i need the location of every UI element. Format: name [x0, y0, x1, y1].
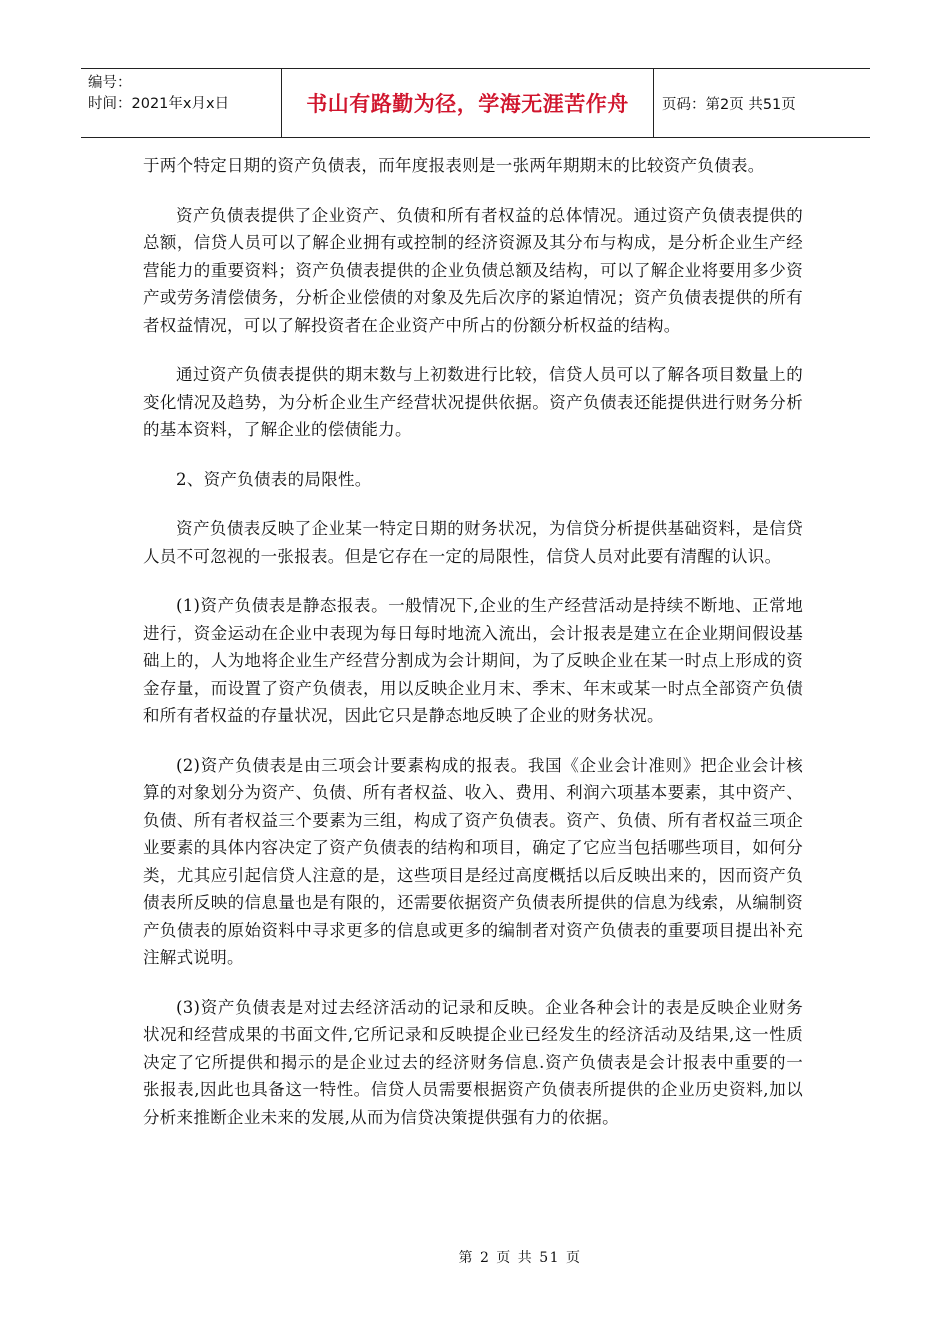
footer-page-number: 第 2 页 共 51 页	[458, 1250, 582, 1266]
document-time-label: 时间：2021年x月x日	[88, 96, 230, 112]
paragraph-balance-sheet-overview: 资产负债表提供了企业资产、负债和所有者权益的总体情况。通过资产负债表提供的总额，信贷人员可以了解企业拥有或控制的经济资源及其分布与构成，是分析企业生产经营能力的重要资料；资产负债表提供的企业负债总额及结构，可以了解企业将要用多少资产或劳务清偿债务，分析企业偿债的对象及先后次序的紧迫情况；资产负债表提供的所有者权益情况，可以了解投资者在企业资产中所占的份额分析权益的结构。	[143, 205, 803, 335]
section-heading-limitations: 2、资产负债表的局限性。	[176, 469, 372, 489]
page-footer	[0, 1247, 950, 1267]
paragraph-limitations-intro: 资产负债表反映了企业某一特定日期的财务状况，为信贷分析提供基础资料，是信贷人员不可忽视的一张报表。但是它存在一定的局限性，信贷人员对此要有清醒的认识。	[143, 519, 803, 566]
paragraph-limitation-3: (3)资产负债表是对过去经济活动的记录和反映。企业各种会计的表是反映企业财务状况和经营成果的书面文件,它所记录和反映提企业已经发生的经济活动及结果,这一性质决定了它所提供和揭示的是企业过去的经济财务信息.资产负债表是会计报表中重要的一张报表,因此也具备这一特性。信贷人员需要根据资产负债表所提供的企业历史资料,加以分析来推断企业未来的发展,从而为信贷决策提供强有力的依据。	[143, 997, 803, 1127]
header-motto-cell	[282, 69, 654, 137]
paragraph-period-comparison: 通过资产负债表提供的期末数与上初数进行比较，信贷人员可以了解各项目数量上的变化情况及趋势，为分析企业生产经营状况提供依据。资产负债表还能提供进行财务分析的基本资料，了解企业的偿债能力。	[143, 365, 803, 439]
header-motto: 书山有路勤为径，学海无涯苦作舟	[306, 92, 629, 116]
header-page-label: 页码：第2页 共51页	[662, 96, 796, 113]
page-header	[81, 68, 870, 138]
paragraph-continuation: 于两个特定日期的资产负债表，而年度报表则是一张两年期期末的比较资产负债表。	[143, 156, 765, 175]
document-body	[143, 152, 803, 1153]
paragraph-limitation-1: (1)资产负债表是静态报表。一般情况下,企业的生产经营活动是持续不断地、正常地进行，资金运动在企业中表现为每日每时地流入流出，会计报表是建立在企业期间假设基础上的，人为地将企业生产经营分割成为会计期间，为了反映企业在某一时点上形成的资金存量，而设置了资产负债表，用以反映企业月末、季末、年末或某一时点全部资产负债和所有者权益的存量状况，因此它只是静态地反映了企业的财务状况。	[143, 596, 803, 725]
header-meta-cell	[81, 69, 282, 137]
paragraph-limitation-2: (2)资产负债表是由三项会计要素构成的报表。我国《企业会计准则》把企业会计核算的对象划分为资产、负债、所有者权益、收入、费用、利润六项基本要素，其中资产、负债、所有者权益三个要素为三组，构成了资产负债表。资产、负债、所有者权益三项企业要素的具体内容决定了资产负债表的结构和项目，确定了它应当包括哪些项目，如何分类，尤其应引起信贷人注意的是，这些项目是经过高度概括以后反映出来的，因而资产负债表所反映的信息量也是有限的，还需要依据资产负债表所提供的信息为线索，从编制资产负债表的原始资料中寻求更多的信息或更多的编制者对资产负债表的重要项目提出补充注解式说明。	[143, 755, 803, 967]
document-number-label: 编号：	[88, 75, 132, 91]
header-page-cell	[654, 69, 870, 137]
